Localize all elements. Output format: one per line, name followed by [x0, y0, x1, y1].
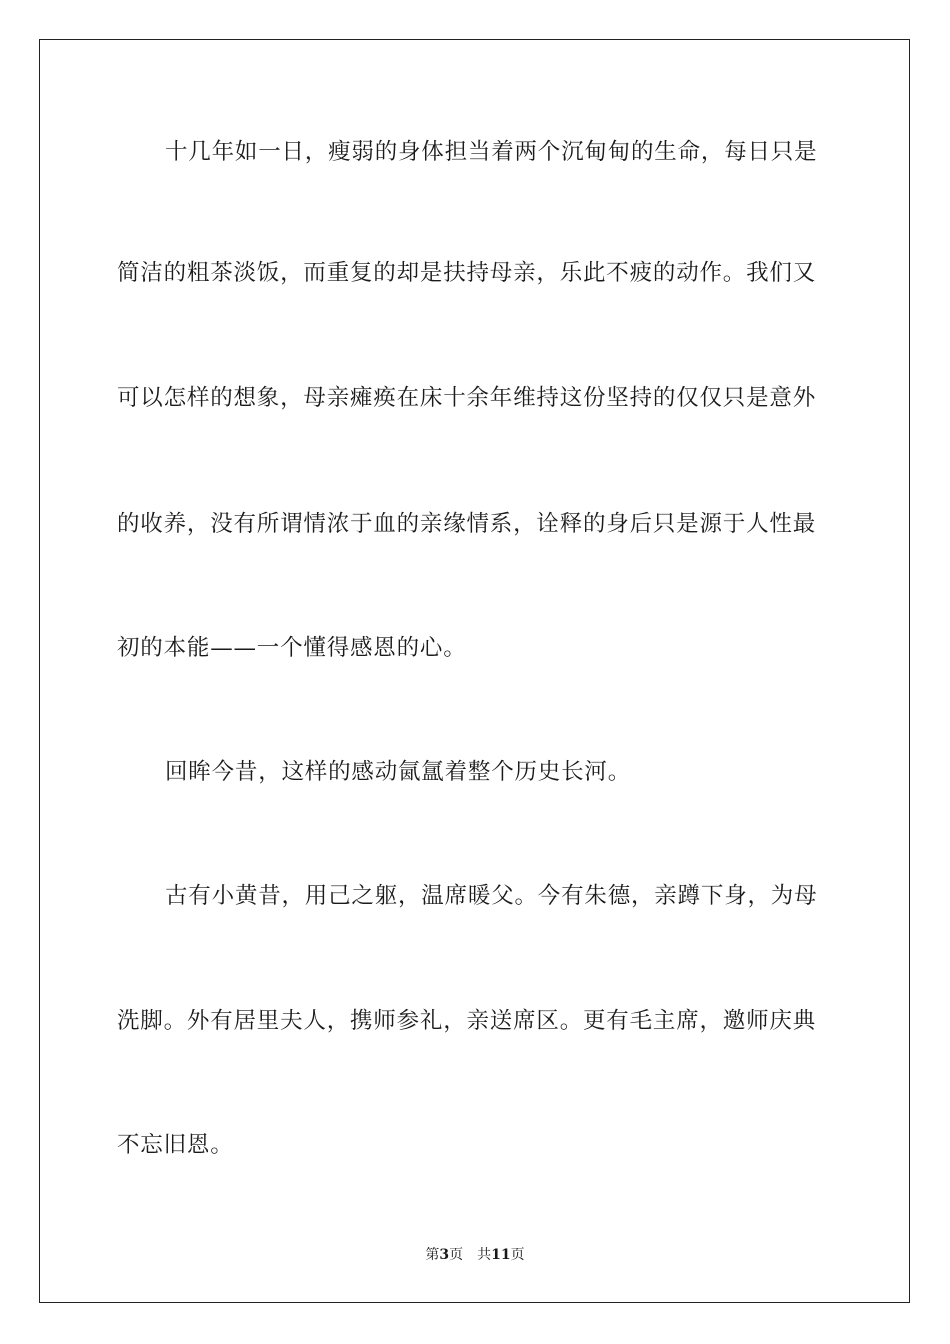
total-pages: 11 [491, 1247, 511, 1263]
total-suffix: 页 [510, 1247, 525, 1263]
page-border [39, 39, 910, 1303]
paragraph-3-line-3: 不忘旧恩。 [117, 1132, 234, 1158]
page-prefix: 第 [425, 1247, 440, 1263]
total-prefix: 共 [477, 1247, 492, 1263]
page-footer [0, 1246, 950, 1264]
paragraph-3-line-2: 洗脚。外有居里夫人，携师参礼，亲送席区。更有毛主席，邀师庆典 [117, 1008, 817, 1034]
paragraph-1-line-5: 初的本能——一个懂得感恩的心。 [117, 635, 467, 661]
paragraph-1-line-1: 十几年如一日，瘦弱的身体担当着两个沉甸甸的生命，每日只是 [165, 139, 818, 165]
page-number: 3 [439, 1247, 450, 1263]
paragraph-3-line-1: 古有小黄昔，用己之躯，温席暖父。今有朱德，亲蹲下身，为母 [165, 883, 818, 909]
paragraph-1-line-2: 简洁的粗茶淡饭，而重复的却是扶持母亲，乐此不疲的动作。我们又 [117, 260, 817, 286]
paragraph-2-line-1: 回眸今昔，这样的感动氤氲着整个历史长河。 [165, 759, 632, 785]
page-suffix: 页 [449, 1247, 464, 1263]
paragraph-1-line-4: 的收养，没有所谓情浓于血的亲缘情系，诠释的身后只是源于人性最 [117, 511, 817, 537]
paragraph-1-line-3: 可以怎样的想象，母亲瘫痪在床十余年维持这份坚持的仅仅只是意外 [117, 385, 817, 411]
